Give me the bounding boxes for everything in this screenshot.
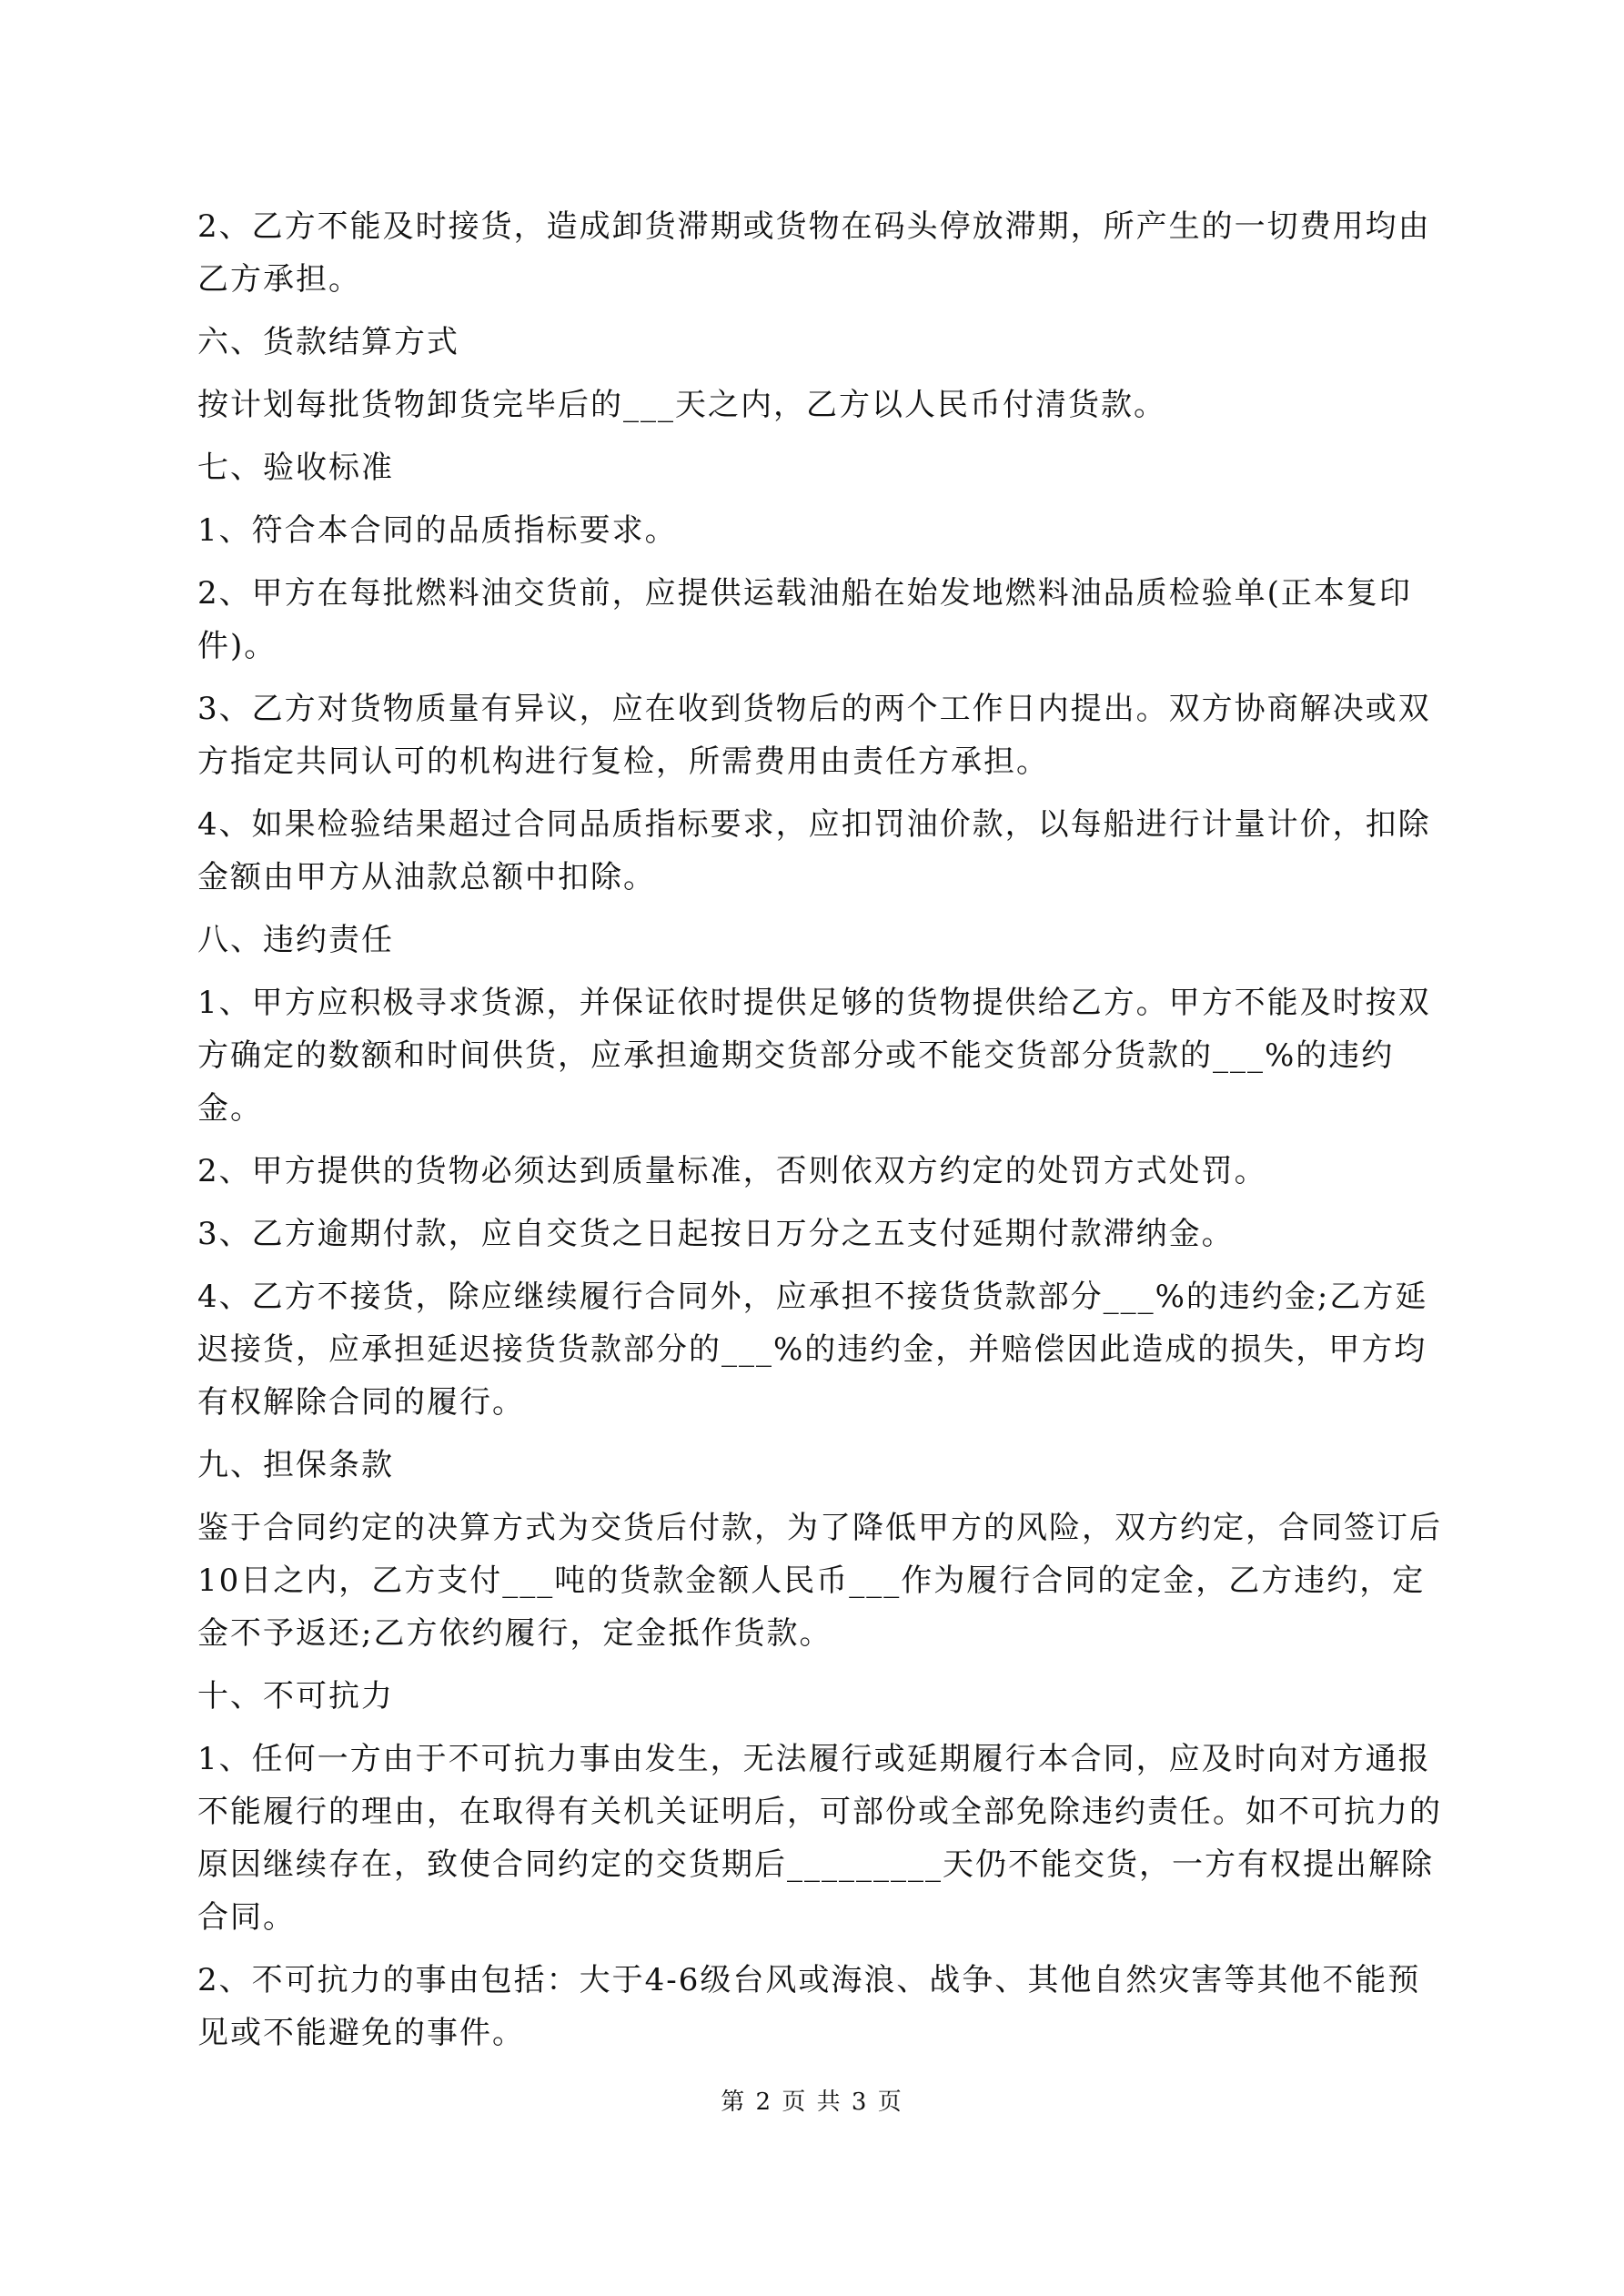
- section-heading-acceptance: 七、验收标准: [197, 450, 394, 486]
- clause-acceptance-2: 2、甲方在每批燃料油交货前，应提供运载油船在始发地燃料油品质检验单(正本复印件)。: [197, 575, 1412, 664]
- clause-delivery-delay: 2、乙方不能及时接货，造成卸货滞期或货物在码头停放滞期，所产生的一切费用均由乙方承担。: [197, 208, 1431, 298]
- clause-force-majeure-1: 1、任何一方由于不可抗力事由发生，无法履行或延期履行本合同，应及时向对方通报不能履行的理由，在取得有关机关证明后，可部份或全部免除违约责任。如不可抗力的原因继续存在，致使合同约定的交货期后_________天仍不能交货，一方有权提出解除合同。: [197, 1741, 1442, 1936]
- section-heading-liability: 八、违约责任: [197, 922, 394, 958]
- section-heading-settlement: 六、货款结算方式: [197, 324, 459, 360]
- clause-liability-1: 1、甲方应积极寻求货源，并保证依时提供足够的货物提供给乙方。甲方不能及时按双方确定的数额和时间供货，应承担逾期交货部分或不能交货部分货款的___%的违约金。: [197, 985, 1431, 1127]
- clause-acceptance-4: 4、如果检验结果超过合同品质指标要求，应扣罚油价款，以每船进行计量计价，扣除金额由甲方从油款总额中扣除。: [197, 806, 1431, 895]
- clause-acceptance-3: 3、乙方对货物质量有异议，应在收到货物后的两个工作日内提出。双方协商解决或双方指定共同认可的机构进行复检，所需费用由责任方承担。: [197, 691, 1431, 780]
- page-footer: 第 2 页 共 3 页: [721, 2089, 903, 2116]
- section-heading-force-majeure: 十、不可抗力: [197, 1678, 394, 1714]
- clause-liability-4: 4、乙方不接货，除应继续履行合同外，应承担不接货货款部分___%的违约金;乙方延迟接货，应承担延迟接货货款部分的___%的违约金，并赔偿因此造成的损失，甲方均有权解除合同的履行。: [197, 1279, 1428, 1421]
- contract-body: [197, 200, 1444, 2069]
- clause-force-majeure-2: 2、不可抗力的事由包括：大于4-6级台风或海浪、战争、其他自然灾害等其他不能预见或不能避免的事件。: [197, 1962, 1421, 2051]
- clause-liability-3: 3、乙方逾期付款，应自交货之日起按日万分之五支付延期付款滞纳金。: [197, 1216, 1235, 1252]
- clause-guarantee: 鉴于合同约定的决算方式为交货后付款，为了降低甲方的风险，双方约定，合同签订后10日之内，乙方支付___吨的货款金额人民币___作为履行合同的定金，乙方违约，定金不予返还;乙方依约履行，定金抵作货款。: [197, 1510, 1442, 1652]
- clause-acceptance-1: 1、符合本合同的品质指标要求。: [197, 512, 678, 549]
- clause-liability-2: 2、甲方提供的货物必须达到质量标准，否则依双方约定的处罚方式处罚。: [197, 1153, 1267, 1189]
- section-heading-guarantee: 九、担保条款: [197, 1447, 394, 1483]
- clause-settlement: 按计划每批货物卸货完毕后的___天之内，乙方以人民币付清货款。: [197, 387, 1166, 423]
